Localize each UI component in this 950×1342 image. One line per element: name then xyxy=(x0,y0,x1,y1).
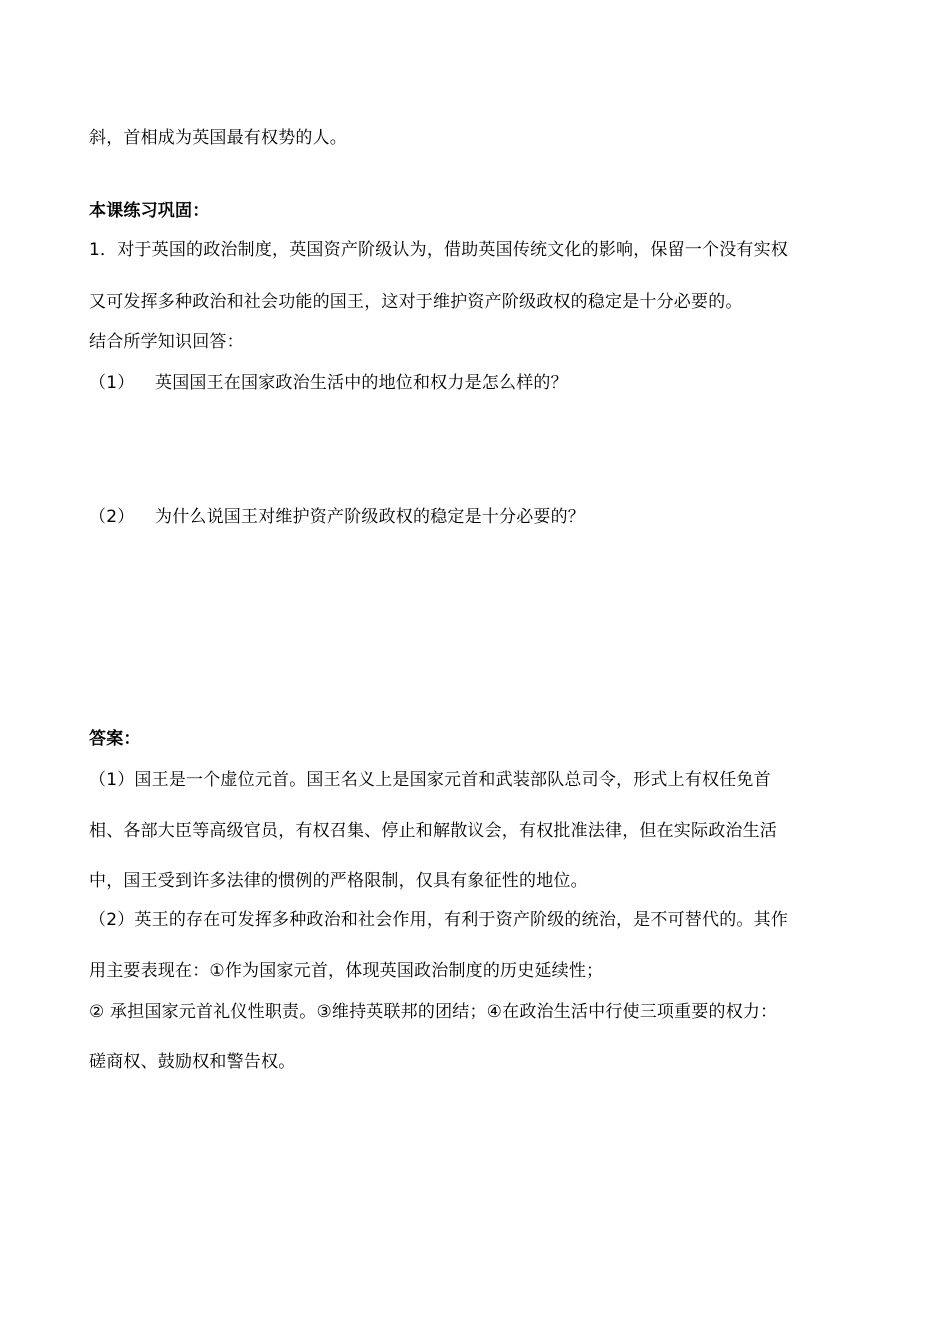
answer1-line3: 中，国王受到许多法律的惯例的严格限制，仅具有象征性的地位。 xyxy=(89,871,588,891)
sub1-text: 英国国王在国家政治生活中的地位和权力是怎么样的？ xyxy=(155,373,568,393)
question1-sub1 xyxy=(89,371,869,395)
question1-sub2 xyxy=(89,505,869,529)
question1-line2: 又可发挥多种政治和社会功能的国王，这对于维护资产阶级政权的稳定是十分必要的。 xyxy=(89,292,743,312)
answer2-line4: 磋商权、鼓励权和警告权。 xyxy=(89,1052,296,1072)
intro-tail-text: 斜，首相成为英国最有权势的人。 xyxy=(89,128,347,148)
answer2-line3: ② 承担国家元首礼仪性职责。③维持英联邦的团结；④在政治生活中行使三项重要的权力： xyxy=(89,1002,778,1022)
question1-instruction: 结合所学知识回答： xyxy=(89,332,244,352)
answer1-line1: （1）国王是一个虚位元首。国王名义上是国家元首和武装部队总司令，形式上有权任免首 xyxy=(89,770,771,790)
answer2-line1: （2）英王的存在可发挥多种政治和社会作用，有利于资产阶级的统治，是不可替代的。其作 xyxy=(89,910,789,930)
question1-line1: 1．对于英国的政治制度，英国资产阶级认为，借助英国传统文化的影响，保留一个没有实权 xyxy=(89,240,789,260)
sub2-number: （2） xyxy=(89,507,135,527)
sub1-number: （1） xyxy=(89,373,135,393)
exercise-heading: 本课练习巩固： xyxy=(89,201,210,221)
answer1-line2: 相、各部大臣等高级官员，有权召集、停止和解散议会，有权批准法律，但在实际政治生活 xyxy=(89,821,777,841)
answer2-line2: 用主要表现在：①作为国家元首，体现英国政治制度的历史延续性； xyxy=(89,961,604,981)
sub2-text: 为什么说国王对维护资产阶级政权的稳定是十分必要的？ xyxy=(155,507,585,527)
answer-heading: 答案： xyxy=(89,729,141,749)
